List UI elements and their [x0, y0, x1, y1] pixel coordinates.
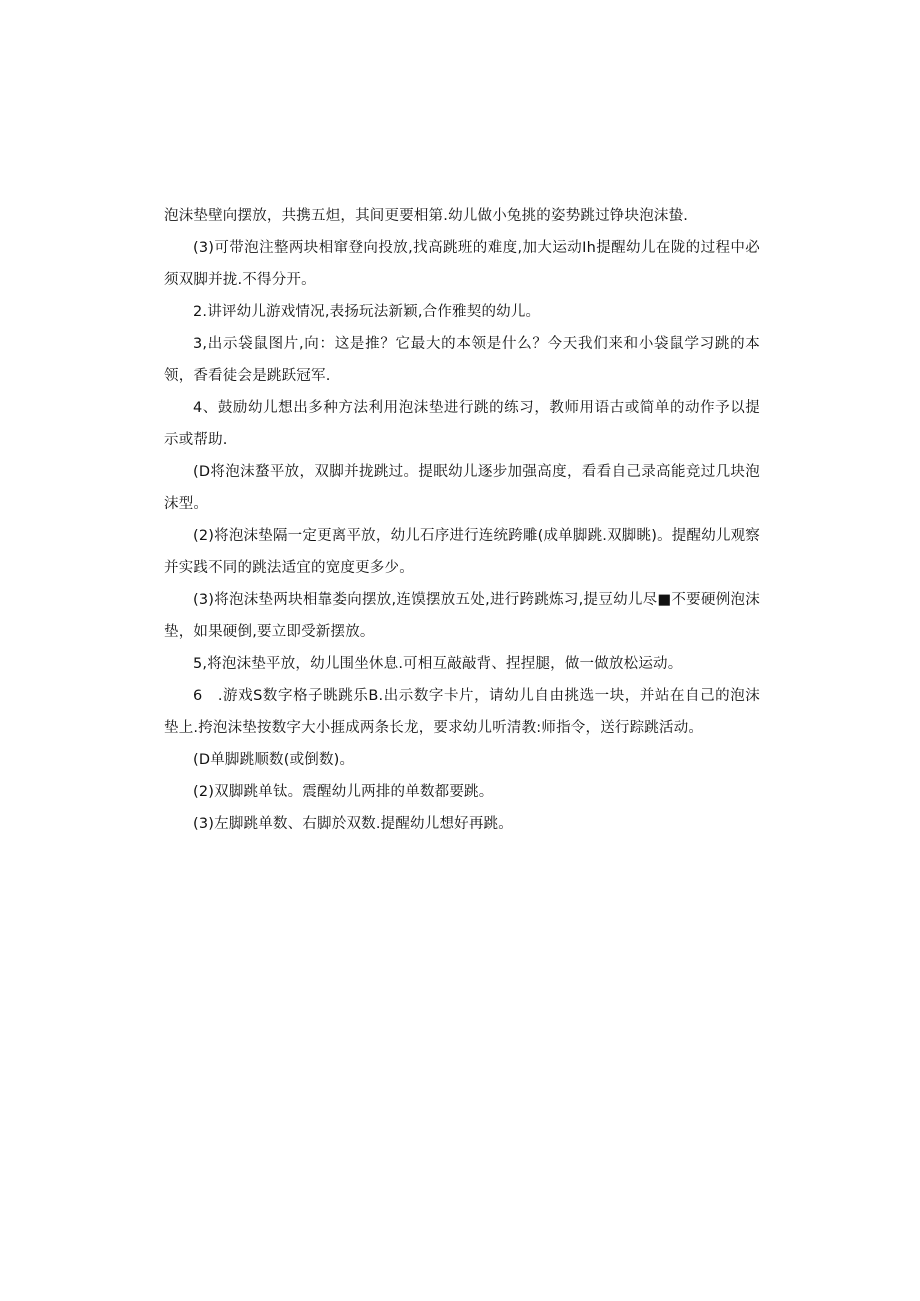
paragraph-5: 4、鼓励幼儿想出多种方法利用泡沫垫进行跳的练习，教师用语古或简单的动作予以提示或帮助.: [164, 400, 760, 448]
paragraph-2: (3)可带泡注整两块相窜登向投放,找高跳班的难度,加大运动Ih提醒幼儿在陇的过程中必须双脚并拢.不得分开。: [164, 240, 760, 288]
paragraph-7: (2)将泡沫垫隔一定更离平放，幼儿石序进行连统跨雕(成单脚跳.双脚眺)。提醒幼儿观察并实践不同的跳法适宜的宽度更多少。: [164, 528, 760, 576]
paragraph-11: (D单脚跳顺数(或倒数)。: [193, 752, 355, 768]
paragraph-9: 5,将泡沫垫平放，幼儿围坐休息.可相互敲敲背、捏捏腿，做一做放松运动。: [193, 656, 683, 672]
paragraph-6: (D将泡沫蝥平放，双脚并拢跳过。提眠幼儿逐步加强高度，看看自己录高能竞过几块泡沫型。: [164, 464, 760, 512]
paragraph-4: 3,出示袋鼠图片,向：这是推？它最大的本领是什么？今天我们来和小袋鼠学习跳的本领，香看徒会是跳跃冠军.: [164, 336, 760, 384]
paragraph-3: 2.讲评幼儿游戏情况,表扬玩法新颖,合作雅契的幼儿。: [193, 304, 541, 320]
paragraph-12: (2)双脚跳单钛。震醒幼儿两排的单数都要跳。: [193, 784, 494, 800]
paragraph-13: (3)左脚跳单数、右脚於双数.提醒幼儿想好再跳。: [193, 816, 513, 832]
paragraph-8: (3)将泡沫垫两块相靠娄向摆放,连馍摆放五处,进行跨跳炼习,提豆幼儿尽■不要硬例泡沫垫，如果硬倒,要立即受新摆放。: [164, 592, 760, 640]
paragraph-10: 6 .游戏S数字格子眺跳乐B.出示数字卡片，请幼儿自由挑选一块，并站在自己的泡沫垫上.挎泡沫垫按数字大小捱成两条长龙，要求幼儿听清教:师指令，送行踪跳活动。: [164, 688, 760, 736]
paragraph-1: 泡沫垫壁向摆放，共携五炟，其间更要相第.幼儿做小兔挑的姿势跳过铮块泡沫蛰.: [164, 208, 689, 224]
document-body: [164, 200, 760, 840]
